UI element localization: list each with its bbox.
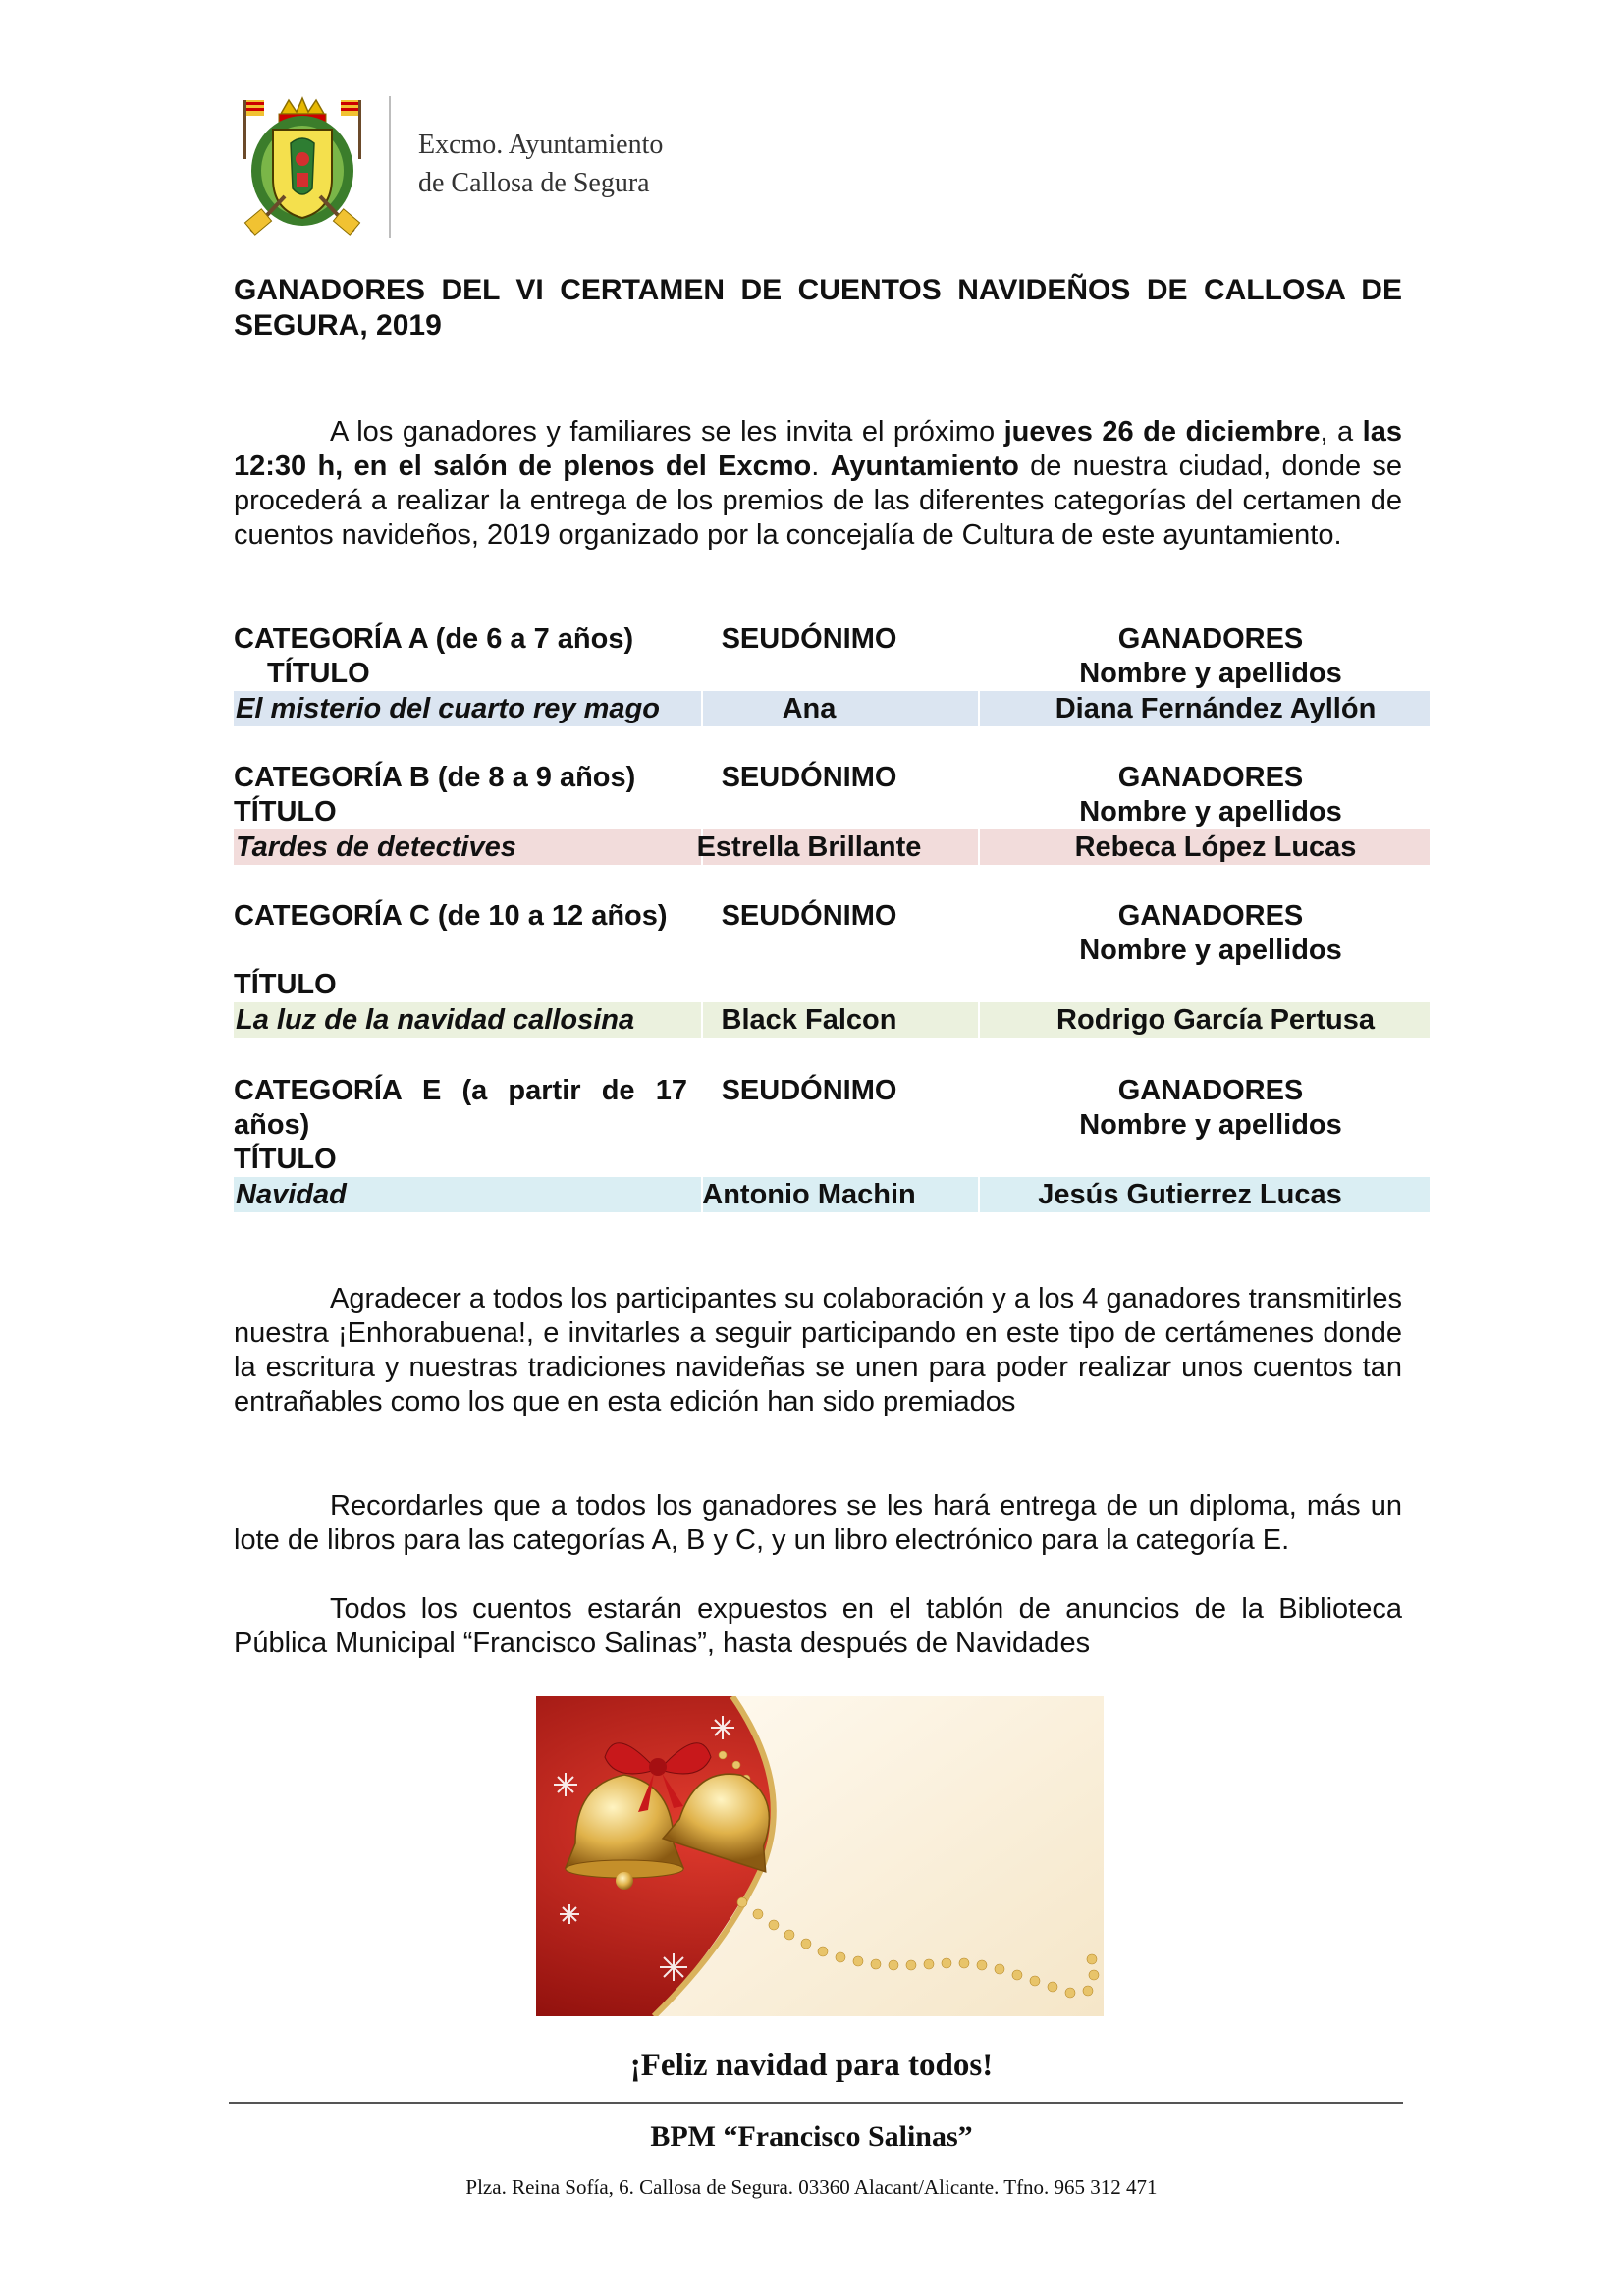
pseudonym: Estrella Brillante	[696, 831, 922, 863]
seudonimo-label: SEUDÓNIMO	[721, 900, 897, 932]
intro-ayuntamiento: Ayuntamiento	[830, 451, 1019, 482]
christmas-greeting: ¡Feliz navidad para todos!	[629, 2048, 994, 2083]
prizes-paragraph: Recordarles que a todos los ganadores se les hará entrega de un diploma, más un lote de libros para las categorías A, B y C, y un libro electrónico para la categoría E.	[234, 1490, 1402, 1556]
story-title: El misterio del cuarto rey mago	[236, 693, 660, 724]
ganadores-label: GANADORES	[1117, 623, 1304, 655]
org-name-line2: de Callosa de Segura	[418, 168, 650, 198]
seudonimo-label: SEUDÓNIMO	[721, 762, 897, 793]
org-name-line1: Excmo. Ayuntamiento	[418, 130, 664, 160]
intro-time-place: las 12:30 h, en el salón de plenos del Excmo	[234, 416, 1402, 482]
thanks-paragraph: Agradecer a todos los participantes su colaboración y a los 4 ganadores transmitirles nuestra ¡Enhorabuena!, e invitarles a seguir participando en este tipo de certámenes donde la escritura y nuestras tradiciones navideñas se unen para poder realizar unos cuentos tan entrañables como los que en esta edición han sido premiados	[234, 1283, 1402, 1417]
story-title: Navidad	[236, 1179, 347, 1210]
seudonimo-label: SEUDÓNIMO	[721, 1075, 897, 1106]
pseudonym: Antonio Machin	[702, 1179, 916, 1210]
nombre-label: Nombre y apellidos	[1079, 934, 1342, 966]
category-header: CATEGORÍA E (a partir de 17 años)	[234, 1075, 687, 1141]
winner-row	[234, 1002, 1430, 1038]
titulo-label: TÍTULO	[234, 796, 337, 828]
category-header: CATEGORÍA A (de 6 a 7 años)	[234, 623, 634, 655]
nombre-label: Nombre y apellidos	[1079, 1109, 1342, 1141]
titulo-label: TÍTULO	[234, 969, 337, 1000]
ganadores-label: GANADORES	[1117, 1075, 1304, 1106]
coat-of-arms-logo	[234, 94, 371, 240]
library-name: BPM “Francisco Salinas”	[650, 2120, 973, 2153]
header-divider	[389, 96, 391, 238]
titulo-label: TÍTULO	[267, 658, 370, 689]
titulo-label: TÍTULO	[234, 1144, 337, 1175]
story-title: La luz de la navidad callosina	[236, 1004, 635, 1036]
winner-row	[234, 691, 1430, 726]
pseudonym: Ana	[782, 693, 837, 724]
category-header: CATEGORÍA B (de 8 a 9 años)	[234, 762, 636, 793]
exhibition-paragraph: Todos los cuentos estarán expuestos en el tablón de anuncios de la Biblioteca Pública Municipal “Francisco Salinas”, hasta después de Navidades	[234, 1593, 1402, 1659]
footer-divider	[229, 2102, 1403, 2104]
winner-row	[234, 1177, 1430, 1212]
pseudonym: Black Falcon	[721, 1004, 897, 1036]
category-header: CATEGORÍA C (de 10 a 12 años)	[234, 900, 668, 932]
winner-name: Jesús Gutierrez Lucas	[1038, 1179, 1342, 1210]
christmas-bells-image	[536, 1696, 1104, 2016]
nombre-label: Nombre y apellidos	[1079, 658, 1342, 689]
document-title: GANADORES DEL VI CERTAMEN DE CUENTOS NAVIDEÑOS DE CALLOSA DE SEGURA, 2019	[234, 274, 1402, 342]
intro-paragraph: A los ganadores y familiares se les invita el próximo jueves 26 de diciembre, a las 12:30 h, en el salón de plenos del Excmo. Ayuntamiento de nuestra ciudad, donde se procederá a realizar la entrega de los premios de las diferentes categorías del certamen de cuentos navideños, 2019 organizado por la concejalía de Cultura de este ayuntamiento.	[234, 416, 1402, 551]
ganadores-label: GANADORES	[1117, 762, 1304, 793]
intro-date: jueves 26 de diciembre	[1003, 416, 1321, 448]
story-title: Tardes de detectives	[236, 831, 516, 863]
winner-name: Diana Fernández Ayllón	[1055, 693, 1377, 724]
winner-name: Rodrigo García Pertusa	[1056, 1004, 1375, 1036]
winner-row	[234, 829, 1430, 865]
ganadores-label: GANADORES	[1117, 900, 1304, 932]
seudonimo-label: SEUDÓNIMO	[721, 623, 897, 655]
nombre-label: Nombre y apellidos	[1079, 796, 1342, 828]
winner-name: Rebeca López Lucas	[1074, 831, 1357, 863]
library-address: Plza. Reina Sofía, 6. Callosa de Segura. 03360 Alacant/Alicante. Tfno. 965 312 471	[465, 2175, 1158, 2199]
